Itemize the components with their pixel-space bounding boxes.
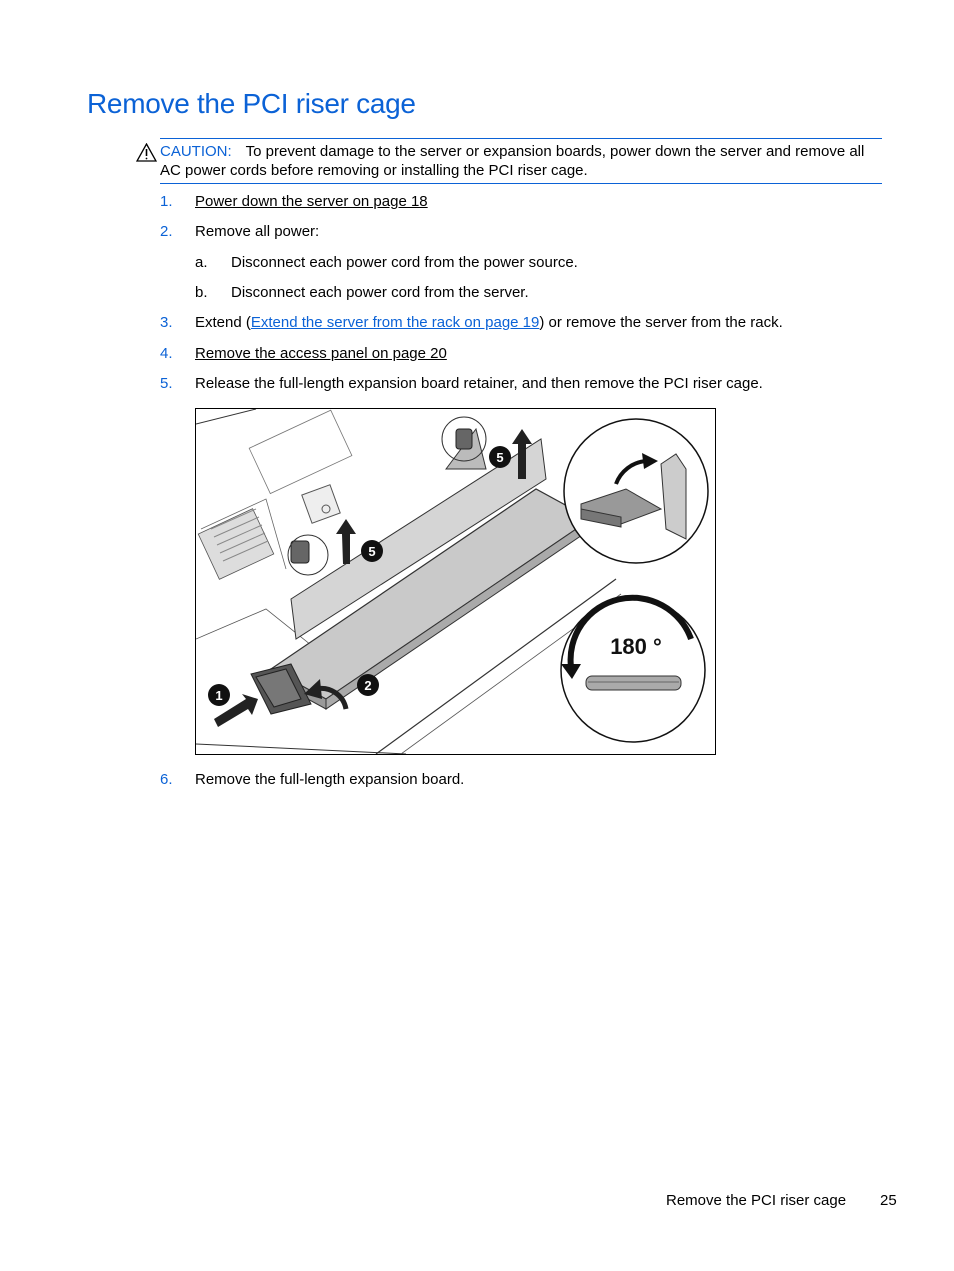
callout-5-right: 5 (496, 450, 504, 465)
step-number: 5. (160, 375, 173, 392)
callout-5-left: 5 (368, 544, 376, 559)
substep-text: Disconnect each power cord from the power source. (231, 254, 578, 271)
callout-1: 1 (215, 688, 223, 703)
step-number: 3. (160, 314, 173, 331)
step-text: Remove all power: (195, 223, 320, 240)
step-number: 4. (160, 345, 173, 362)
power-down-link[interactable]: Power down the server on page 18 (195, 193, 428, 210)
step-text (195, 314, 783, 331)
extend-server-link[interactable]: Extend the server from the rack on page 19 (250, 314, 540, 331)
caution-box (160, 138, 882, 184)
step-text-post: ) or remove the server from the rack. (539, 314, 783, 331)
illustration-svg (196, 409, 715, 754)
caution-label: CAUTION: (160, 143, 232, 160)
substep-letter: b. (195, 284, 208, 301)
step-number: 6. (160, 771, 173, 788)
footer-page-number: 25 (880, 1192, 897, 1209)
step-number: 1. (160, 193, 173, 210)
caution-text: To prevent damage to the server or expansion boards, power down the server and remove all AC power cords before removing or installing the PCI riser cage. (160, 143, 865, 179)
substep-letter: a. (195, 254, 208, 271)
remove-access-panel-link[interactable]: Remove the access panel on page 20 (195, 345, 447, 362)
step-number: 2. (160, 223, 173, 240)
rotation-label: 180 ° (610, 634, 662, 659)
callout-2: 2 (364, 678, 372, 693)
warning-triangle-icon (136, 143, 157, 162)
footer-section-title: Remove the PCI riser cage (666, 1192, 847, 1209)
step-text-pre: Extend ( (195, 314, 251, 331)
step-text: Remove the full-length expansion board. (195, 771, 465, 788)
page-title: Remove the PCI riser cage (87, 88, 416, 119)
step-text: Release the full-length expansion board retainer, and then remove the PCI riser cage. (195, 375, 763, 392)
caution-text-block (160, 142, 882, 180)
substep-text: Disconnect each power cord from the server. (231, 284, 529, 301)
riser-cage-illustration (195, 408, 716, 755)
